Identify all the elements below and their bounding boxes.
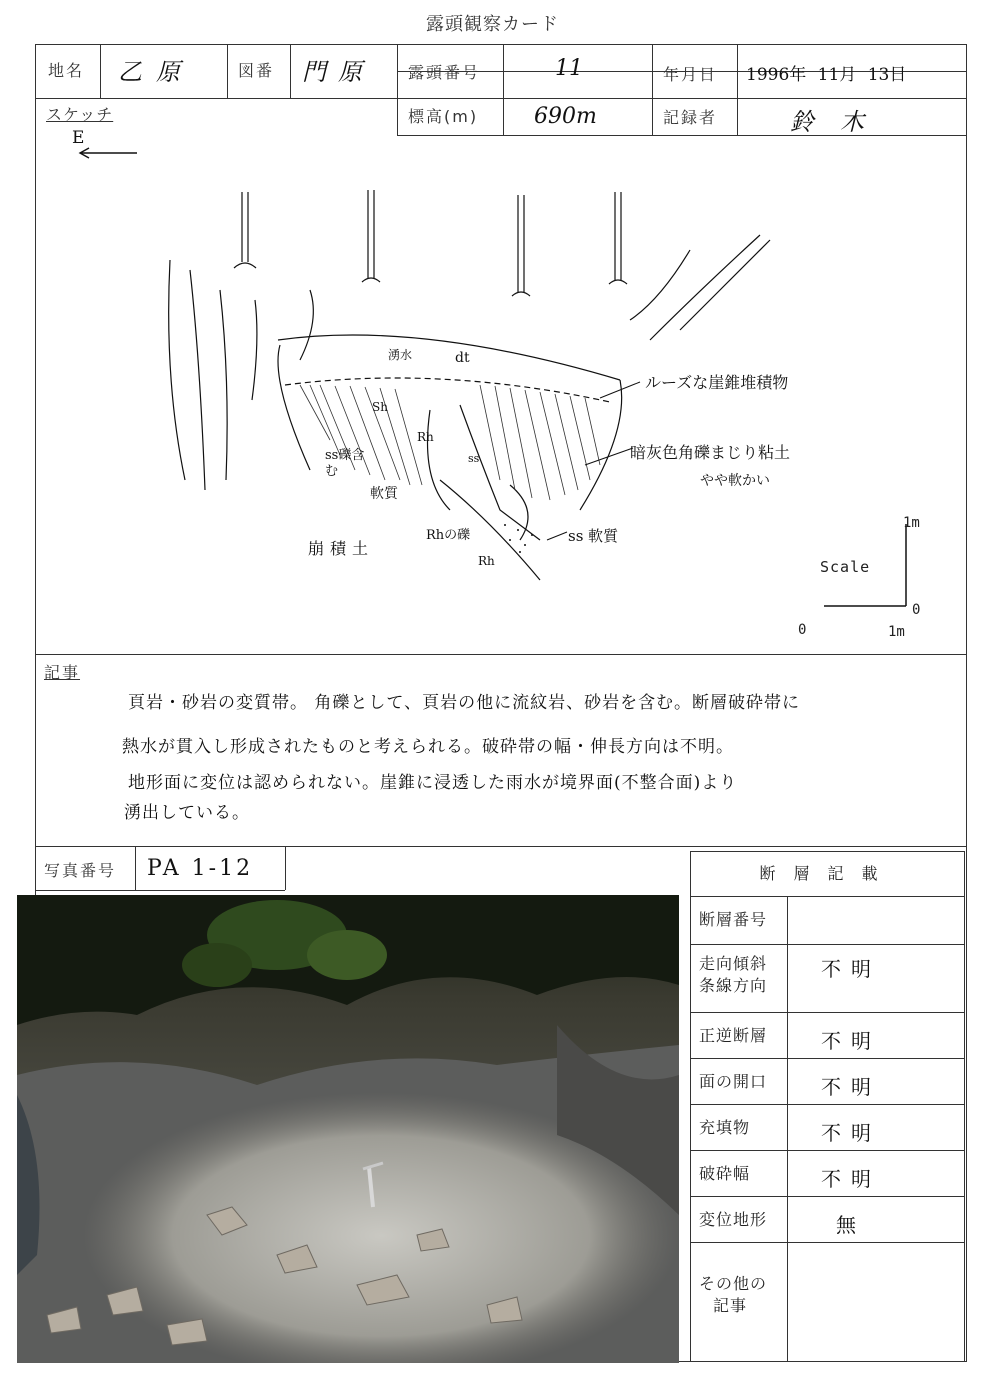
grid-line — [290, 44, 291, 98]
annotation-dark2: やや軟かい — [700, 473, 770, 489]
recorder-value: 鈴木 — [790, 108, 890, 136]
annotation-sh: Sh — [372, 400, 388, 414]
article-line-1: 頁岩・砂岩の変質帯。 角礫として、頁岩の他に流紋岩、砂岩を含む。断層破砕帯に — [128, 693, 801, 713]
fault-row — [691, 1150, 964, 1197]
fault-row-label: 面の開口 — [699, 1072, 768, 1091]
article-divider — [35, 654, 967, 655]
date-value: 1996年 11月 13日 — [746, 65, 907, 85]
fault-row-label: 走向傾斜 — [699, 954, 768, 973]
grid-line — [503, 44, 504, 135]
header-divider — [35, 98, 967, 99]
direction-label: E — [72, 128, 85, 148]
fault-row-label-2: 条線方向 — [699, 976, 768, 995]
annotation-spring: 湧水 — [388, 348, 413, 362]
fault-row-label: 破砕幅 — [699, 1164, 751, 1183]
map-value: 門原 — [302, 58, 374, 86]
fault-row — [691, 1058, 964, 1105]
annotation-rh1: Rh — [417, 430, 434, 444]
fault-row-value: 無 — [836, 1213, 866, 1237]
fault-row-value: 不明 — [821, 1075, 881, 1099]
fault-row-label: 変位地形 — [699, 1210, 768, 1229]
fault-row — [691, 1242, 964, 1362]
fault-row-value: 不明 — [821, 1029, 881, 1053]
scale-bar-icon — [820, 520, 920, 612]
leader-lines — [545, 370, 655, 550]
grid-line — [100, 44, 101, 98]
sketch-label: スケッチ — [46, 105, 114, 124]
scale-v: 1m — [903, 515, 920, 531]
annotation-dt: dt — [455, 350, 470, 366]
annotation-rh2: Rh — [478, 554, 495, 568]
grid-line — [135, 846, 136, 890]
fault-row-label: 正逆断層 — [699, 1026, 768, 1045]
article-line-2: 熱水が貫入し形成されたものと考えられる。破砕帯の幅・伸長方向は不明。 — [122, 737, 734, 757]
annotation-ss: ss — [468, 452, 480, 465]
map-label: 図番 — [238, 61, 275, 80]
grid-line — [737, 44, 738, 135]
grid-line — [285, 846, 286, 890]
fault-row-value: 不明 — [821, 1167, 881, 1191]
fault-row-label: 充填物 — [699, 1118, 751, 1137]
scale-zero: 0 — [912, 602, 921, 618]
fault-row-label-2: 記事 — [713, 1296, 748, 1315]
fault-row-value: 不明 — [821, 957, 881, 981]
annotation-ss-soft: ss 軟質 — [568, 527, 619, 545]
elevation-value: 690m — [534, 104, 597, 129]
article-line-3: 地形面に変位は認められない。崖錐に浸透した雨水が境界面(不整合面)より — [128, 773, 738, 793]
fault-row-label: 断層番号 — [699, 910, 768, 929]
recorder-label: 記録者 — [663, 108, 718, 127]
fault-row — [691, 944, 964, 1013]
grid-line — [35, 890, 285, 891]
article-line-4: 湧出している。 — [124, 803, 250, 823]
grid-line — [227, 44, 228, 98]
fault-row — [691, 896, 964, 945]
place-value: 乙原 — [118, 58, 194, 86]
fault-row-label: その他の — [699, 1274, 768, 1293]
annotation-rh-gravel: Rhの礫 — [426, 528, 471, 543]
outcrop-no-value: 11 — [555, 56, 583, 81]
annotation-loose: ルーズな崖錐堆積物 — [645, 373, 789, 392]
fault-row — [691, 1196, 964, 1243]
card-title: 露頭観察カード — [426, 14, 559, 35]
grid-line — [652, 44, 653, 135]
photo-value: PA 1-12 — [147, 856, 254, 881]
photo-divider — [35, 846, 967, 847]
scale-label: Scale — [820, 558, 871, 576]
fault-row-value: 不明 — [821, 1121, 881, 1145]
article-label: 記事 — [44, 663, 81, 682]
fault-row — [691, 1104, 964, 1151]
outcrop-no-label: 露頭番号 — [408, 63, 481, 82]
place-label: 地名 — [48, 61, 85, 80]
fault-title: 断層記載 — [759, 864, 896, 883]
annotation-collapse: 崩積土 — [308, 539, 375, 558]
outcrop-photo — [17, 895, 679, 1363]
grid-line — [397, 44, 398, 135]
scale-h: 1m — [888, 624, 905, 640]
date-label: 年月日 — [663, 65, 718, 84]
annotation-ss-gravel: ss礫含む — [325, 448, 365, 479]
annotation-soft: 軟質 — [370, 486, 398, 502]
fault-table — [690, 851, 965, 1362]
elevation-label: 標高(m) — [408, 107, 479, 126]
scale-origin: 0 — [798, 622, 807, 638]
annotation-dark: 暗灰色角礫まじり粘土 — [630, 443, 791, 462]
fault-row — [691, 1012, 964, 1059]
photo-label: 写真番号 — [44, 861, 117, 880]
direction-arrow-icon — [75, 145, 145, 161]
